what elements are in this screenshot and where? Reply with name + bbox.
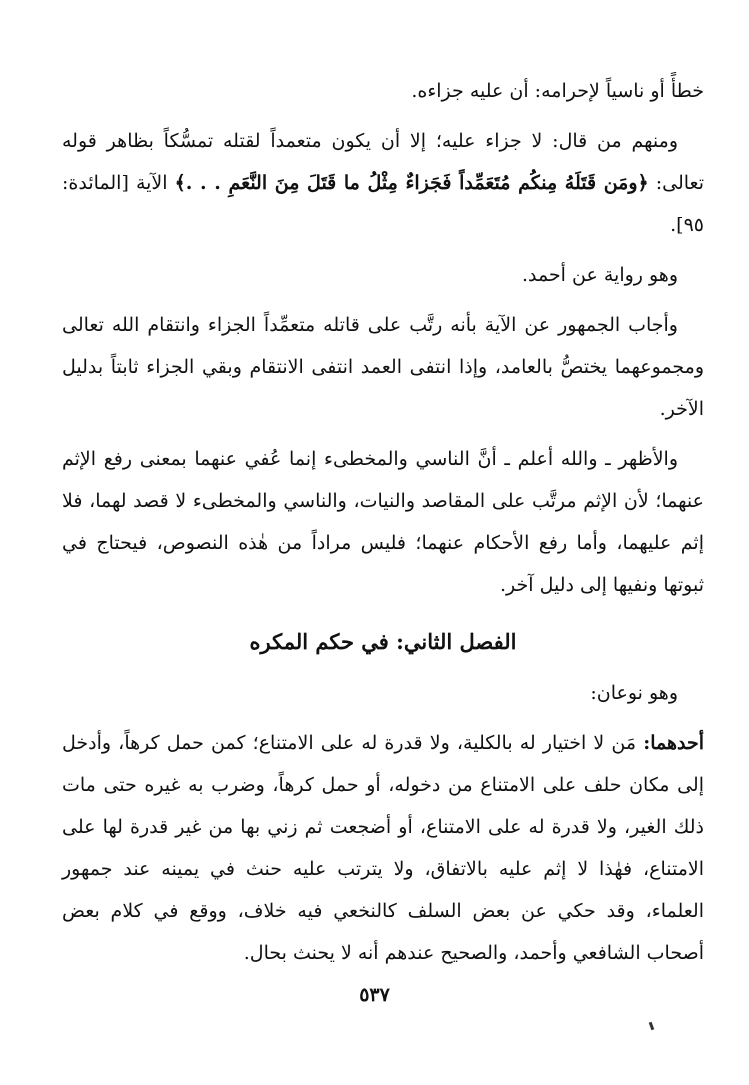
paragraph-2-intro: ومنهم من قال: لا جزاء عليه؛ إلا أن يكون متعمداً لقتله تمسُّكاً بظاهر قوله تعالى: bbox=[62, 130, 705, 194]
quran-verse: ﴿ومَن قَتَلَهُ مِنكُم مُتَعَمِّداً فَجَزاءٌ مِثْلُ ما قَتَلَ مِنَ النَّعَمِ . . .﴾ bbox=[174, 172, 649, 194]
verse-reference: الآية [المائدة: ٩٥]. bbox=[62, 172, 704, 236]
stray-ink-mark bbox=[649, 1022, 655, 1031]
paragraph-6 bbox=[62, 672, 704, 714]
section-heading: الفصل الثاني: في حكم المكره bbox=[249, 629, 517, 654]
paragraph-7-text: مَن لا اختيار له بالكلية، ولا قدرة له على الامتناع؛ كمن حمل كرهاً، وأدخل إلى مكان حلف على الامتناع من دخوله، أو حمل كرهاً، وضرب به غيره حتى مات ذلك الغير، ولا قدرة له على الامتناع، أو أضجعت ثم زني بها من غير قدرة لها على الامتناع، فهٰذا لا إثم عليه بالاتفاق، ولا يترتب عليه حنث في يمينه عند جمهور العلماء، وقد حكي عن بعض السلف كالنخعي فيه خلاف، ووقع في كلام بعض أصحاب الشافعي وأحمد، والصحيح عندهم أنه لا يحنث بحال. bbox=[62, 732, 704, 964]
paragraph-2 bbox=[62, 120, 704, 246]
paragraph-4-text: وأجاب الجمهور عن الآية بأنه رتَّب على قاتله متعمِّداً الجزاء وانتقام الله تعالى ومجموعهما يختصُّ بالعامد، وإذا انتفى العمد انتفى الانتقام وبقي الجزاء ثابتاً بدليل الآخر. bbox=[62, 314, 704, 420]
paragraph-1-text: خطأً أو ناسياً لإحرامه: أن عليه جزاءه. bbox=[411, 80, 704, 102]
paragraph-5-text: والأظهر ـ والله أعلم ـ أنَّ الناسي والمخطىء إنما عُفي عنهما بمعنى رفع الإثم عنهما؛ لأن الإثم مرتَّب على المقاصد والنيات، والناسي والمخطىء لا قصد لهما، فلا إثم عليهما، وأما رفع الأحكام عنهما؛ فليس مراداً من هٰذه النصوص، فيحتاج في ثبوتها ونفيها إلى دليل آخر. bbox=[62, 448, 704, 596]
page-body bbox=[62, 70, 704, 974]
page-number: ٥٣٧ bbox=[359, 984, 390, 1006]
paragraph-5 bbox=[62, 438, 704, 606]
paragraph-7-lead: أحدهما: bbox=[643, 732, 704, 754]
paragraph-3 bbox=[62, 254, 704, 296]
paragraph-3-text: وهو رواية عن أحمد. bbox=[521, 264, 678, 286]
paragraph-4 bbox=[62, 304, 704, 430]
paragraph-6-text: وهو نوعان: bbox=[590, 682, 678, 704]
paragraph-7 bbox=[62, 722, 704, 974]
paragraph-1 bbox=[62, 70, 704, 112]
